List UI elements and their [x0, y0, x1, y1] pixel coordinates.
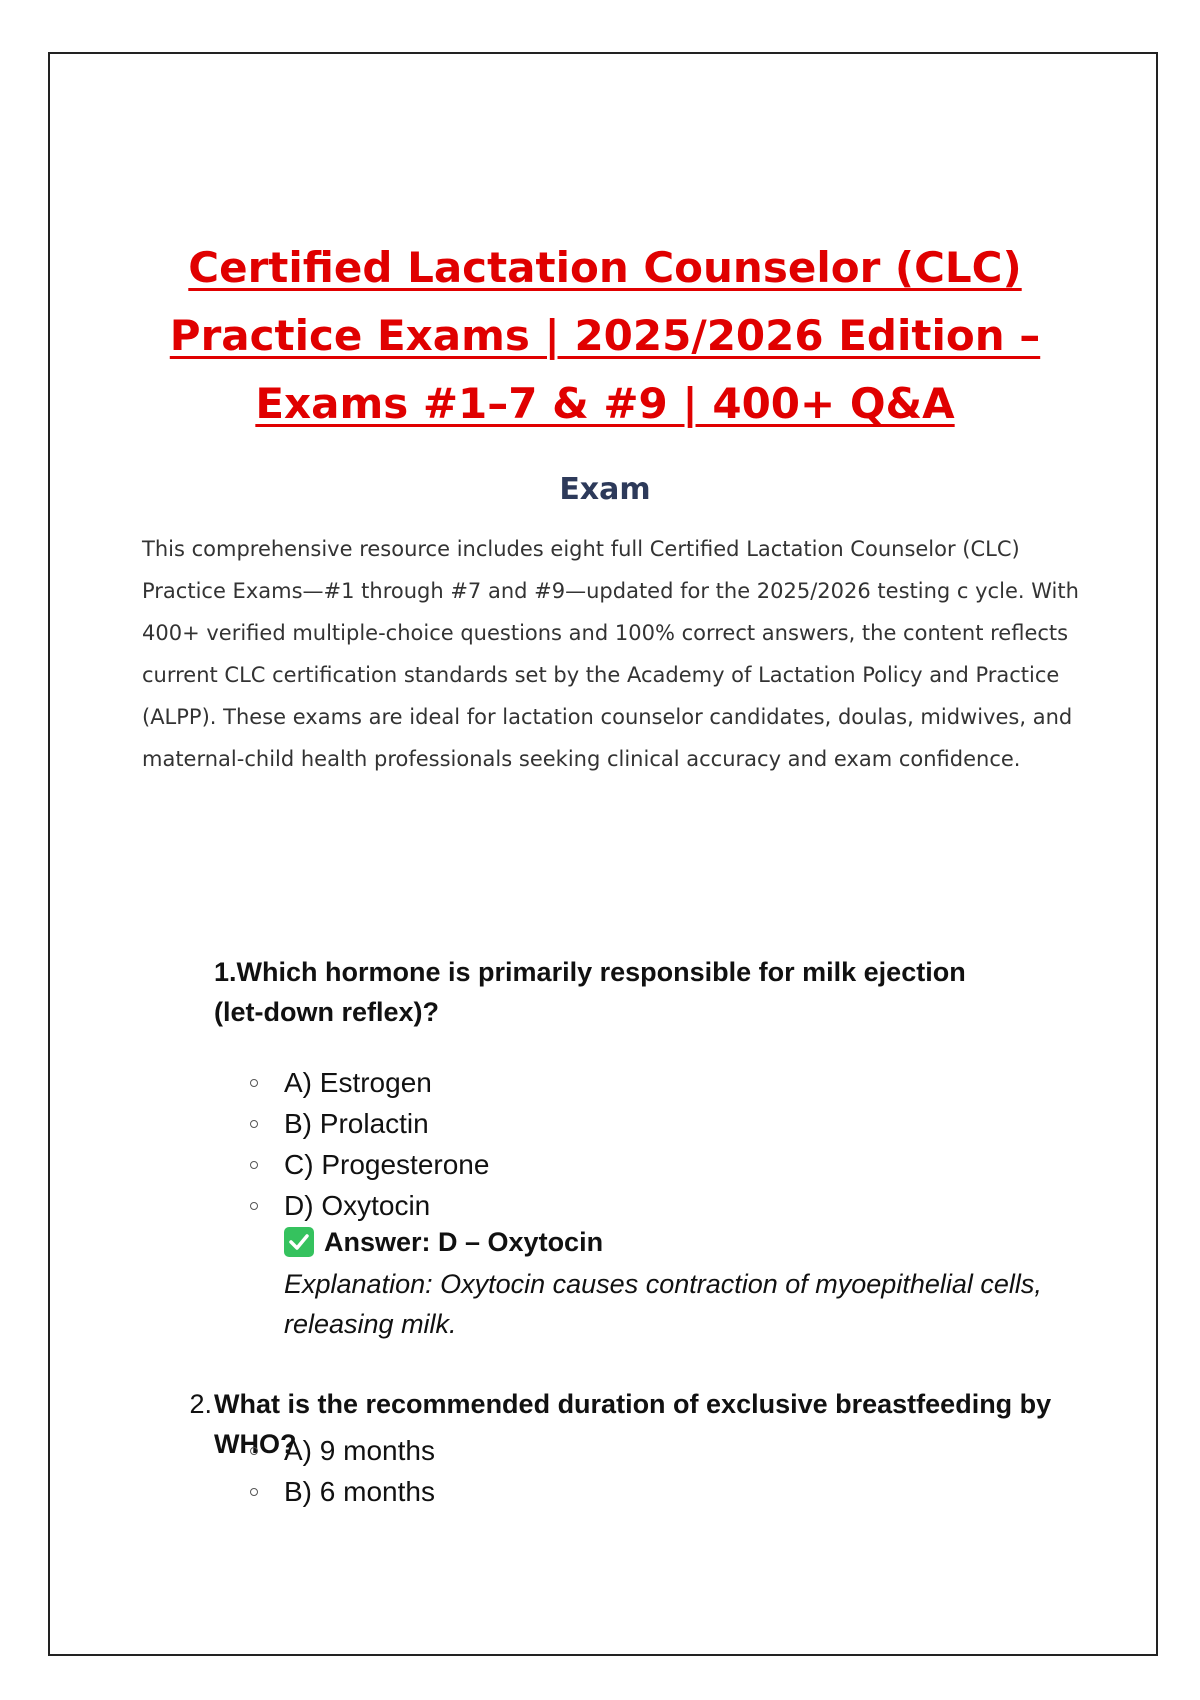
list-item — [250, 1144, 489, 1185]
circle-bullet-icon — [250, 1120, 258, 1128]
list-item — [250, 1471, 435, 1512]
list-item — [250, 1062, 489, 1103]
list-item — [250, 1185, 489, 1226]
circle-bullet-icon — [250, 1161, 258, 1169]
circle-bullet-icon — [250, 1488, 258, 1496]
check-mark-icon — [284, 1227, 314, 1257]
option-text: A) Estrogen — [284, 1067, 432, 1098]
intro-paragraph: This comprehensive resource includes eight full Certified Lactation Counselor (CLC) Practice Exams—#1 through #7 and #9—updated for the 2025/2026 testing c ycle. With 400+ verified multiple-choice questions and 100% correct answers, the content reflects current CLC certification standards set by the Academy of Lactation Policy and Practice (ALPP). These exams are ideal for lactation counselor candidates, doulas, midwives, and maternal-child health professionals seeking clinical accuracy and exam confidence. — [142, 537, 1079, 771]
question-1-explanation: Explanation: Oxytocin causes contraction of myoepithelial cells, releasing milk. — [284, 1269, 1042, 1339]
question-1-options — [250, 1062, 489, 1226]
question-2-options — [250, 1430, 435, 1512]
option-text: D) Oxytocin — [284, 1190, 431, 1221]
circle-bullet-icon — [250, 1079, 258, 1087]
circle-bullet-icon — [250, 1202, 258, 1210]
document-title — [50, 234, 1160, 438]
circle-bullet-icon — [250, 1447, 258, 1455]
option-text: B) 6 months — [284, 1476, 435, 1507]
document-page — [48, 52, 1158, 1656]
document-subtitle: Exam — [559, 472, 651, 507]
question-1-answer — [284, 1222, 603, 1262]
question-1-text: Which hormone is primarily responsible for milk ejection (let-down reflex)? — [214, 957, 966, 1027]
question-2-number: 2. — [189, 1389, 212, 1419]
option-text: A) 9 months — [284, 1435, 435, 1466]
list-item — [250, 1103, 489, 1144]
title-line-1: Certified Lactation Counselor (CLC) — [188, 243, 1022, 292]
answer-text: Answer: D – Oxytocin — [324, 1227, 604, 1257]
title-line-3: Exams #1–7 & #9 | 400+ Q&A — [255, 379, 955, 428]
option-text: C) Progesterone — [284, 1149, 490, 1180]
option-text: B) Prolactin — [284, 1108, 429, 1139]
question-1-number: 1. — [214, 957, 237, 987]
question-2-text: What is the recommended duration of exclusive breastfeeding by WHO? — [214, 1389, 1052, 1459]
question-1 — [214, 952, 1014, 1032]
title-line-2: Practice Exams | 2025/2026 Edition – — [169, 311, 1041, 360]
list-item — [250, 1430, 435, 1471]
